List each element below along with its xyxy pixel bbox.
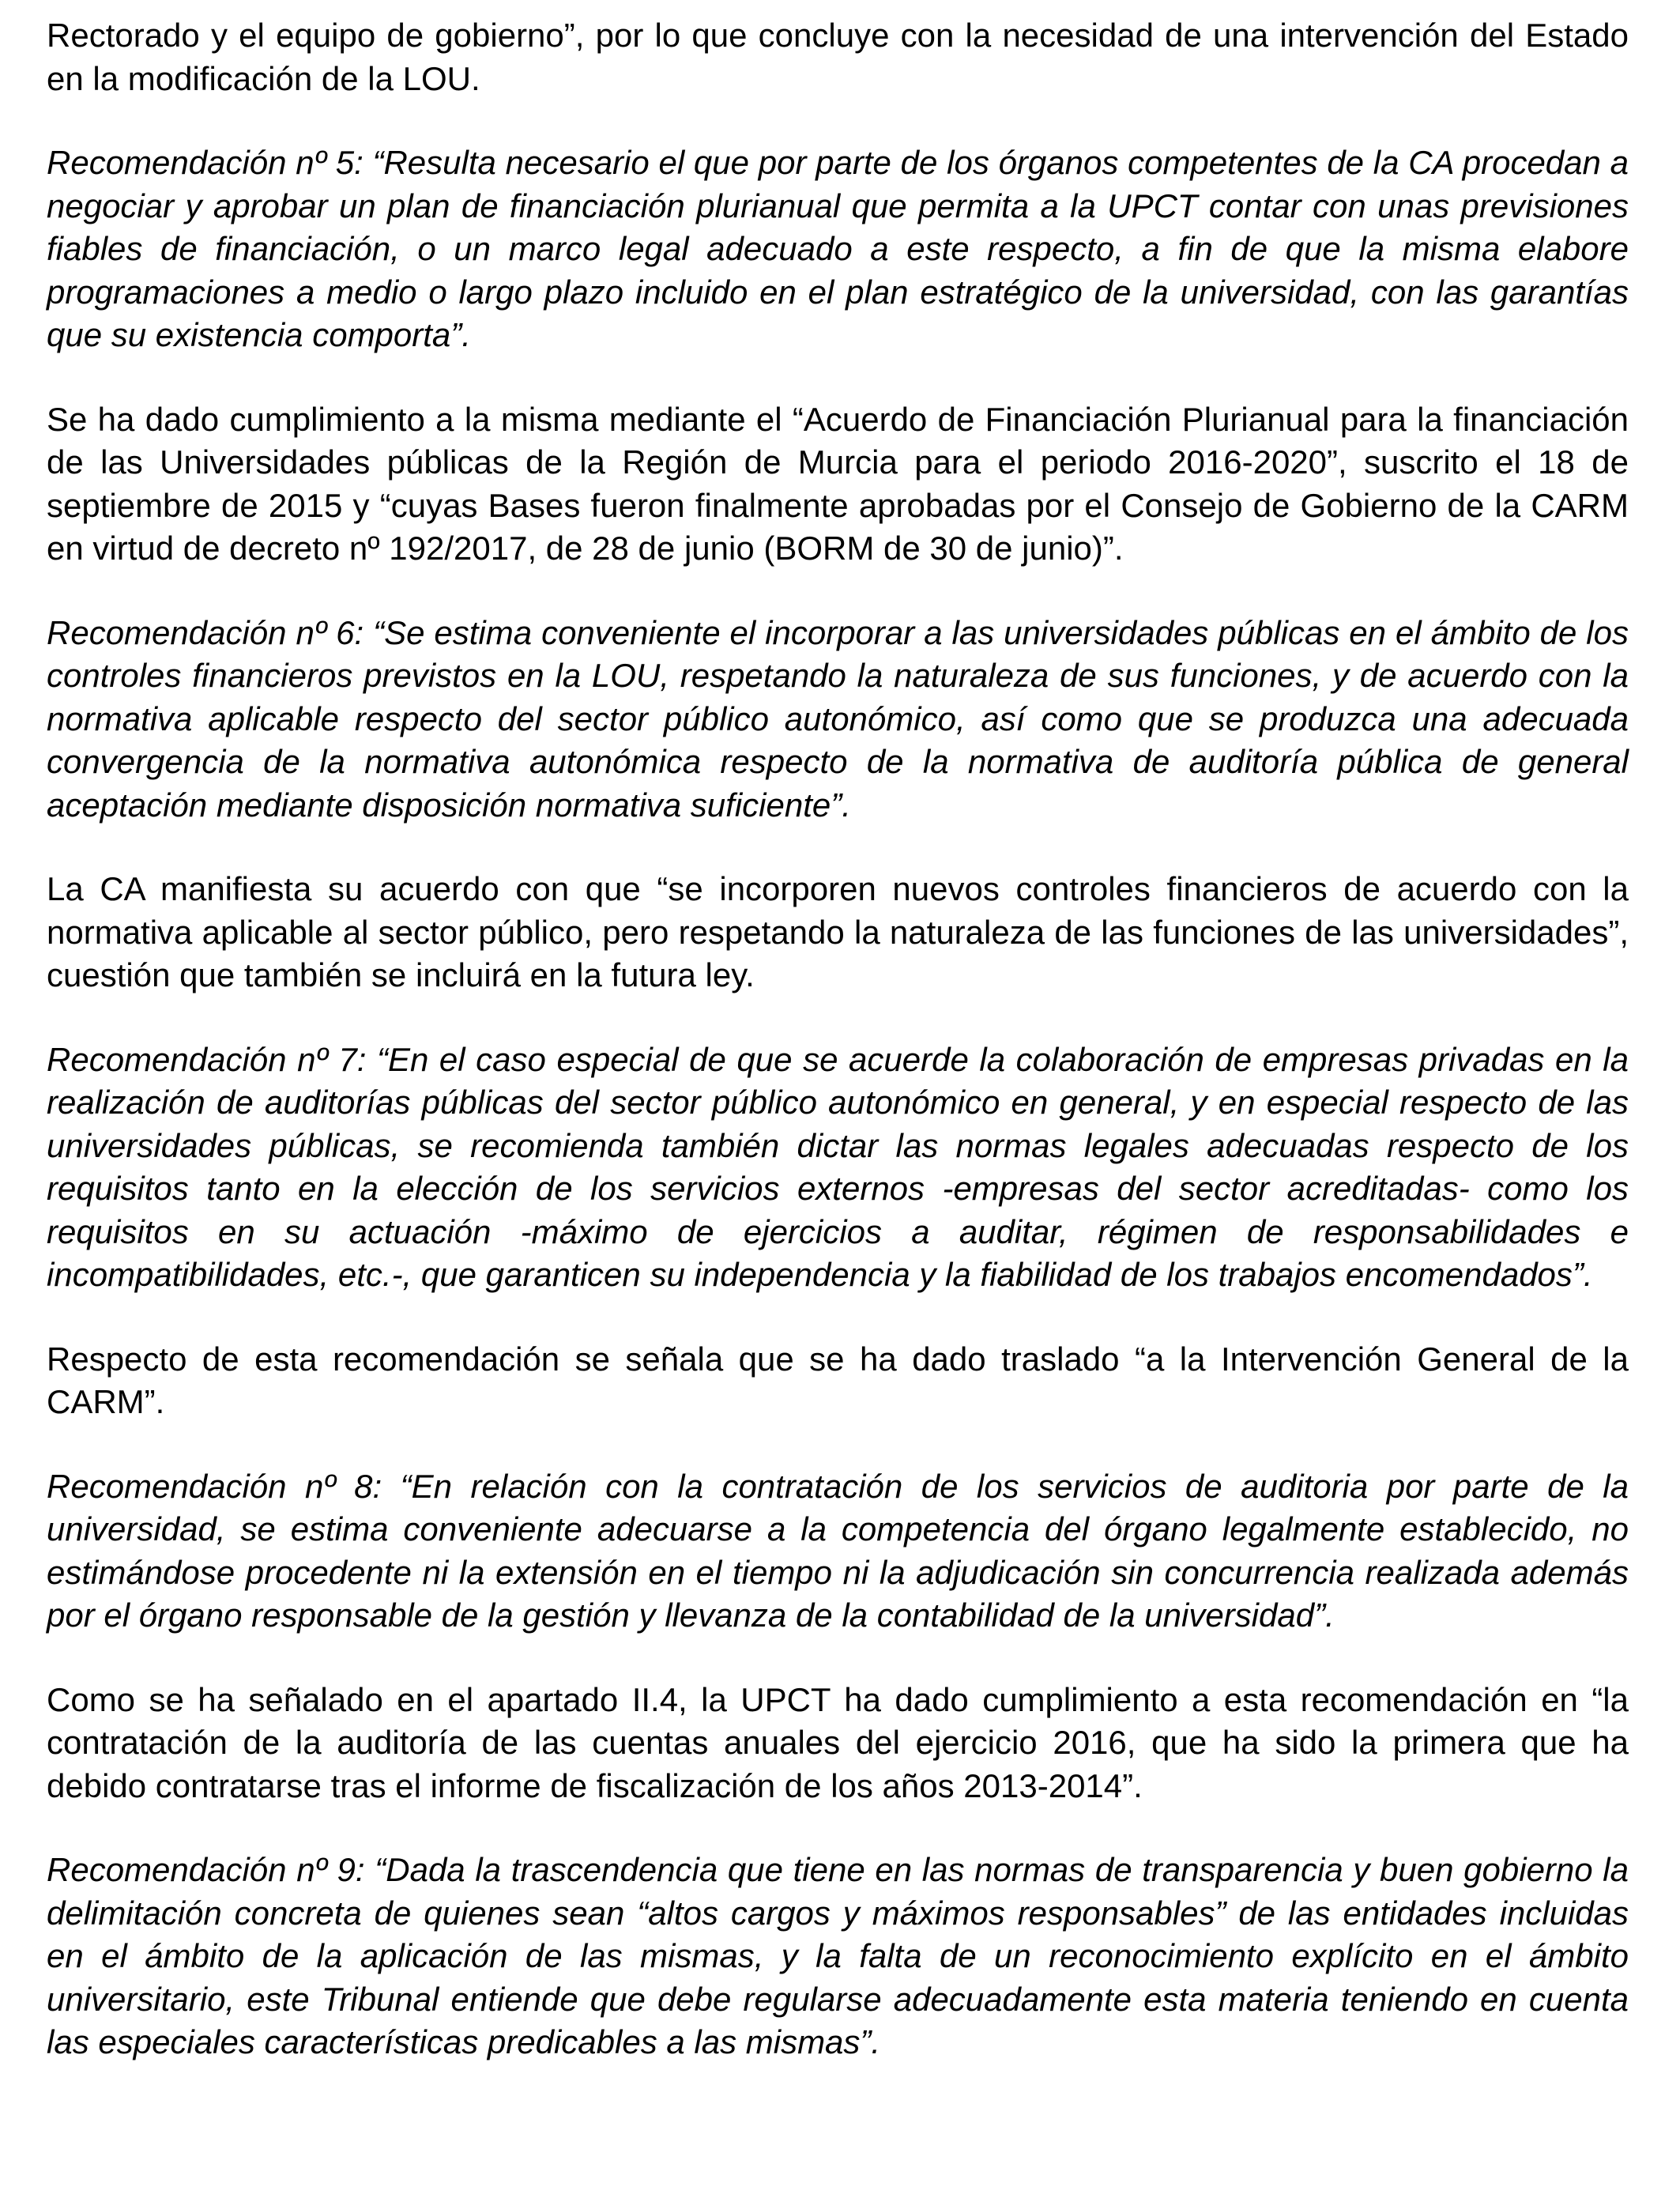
paragraph-compliance-8: Como se ha señalado en el apartado II.4, la UPCT ha dado cumplimiento a esta recomendación en “la contratación de la auditoría de las cuentas anuales del ejercicio 2016, que ha sido la primera que ha debido contratarse tras el informe de fiscalización de los años 2013-2014”. [47,1680,1629,1804]
paragraph-compliance-7: Respecto de esta recomendación se señala que se ha dado traslado “a la Intervención General de la CARM”. [47,1340,1629,1420]
recommendation-9: Recomendación nº 9: “Dada la trascendencia que tiene en las normas de transparencia y buen gobierno la delimitación concreta de quienes sean “altos cargos y máximos responsables” de las entidades incluidas en el ámbito de la aplicación de las mismas, y la falta de un reconocimiento explícito en el ámbito universitario, este Tribunal entiende que debe regularse adecuadamente esta materia teniendo en cuenta las especiales características predicables a las mismas”. [47,1851,1629,2060]
recommendation-8: Recomendación nº 8: “En relación con la contratación de los servicios de auditoria por parte de la universidad, se estima conveniente adecuarse a la competencia del órgano legalmente establecido, no estimándose procedente ni la extensión en el tiempo ni la adjudicación sin concurrencia realizada además por el órgano responsable de la gestión y llevanza de la contabilidad de la universidad”. [47,1467,1629,1634]
recommendation-7: Recomendación nº 7: “En el caso especial de que se acuerde la colaboración de empresas privadas en la realización de auditorías públicas del sector público autonómico en general, y en especial respecto de las universidades públicas, se recomienda también dictar las normas legales adecuadas respecto de los requisitos tanto en la elección de los servicios externos -empresas del sector acreditadas- como los requisitos en su actuación -máximo de ejercicios a auditar, régimen de responsabilidades e incompatibilidades, etc.-, que garanticen su independencia y la fiabilidad de los trabajos encomendados”. [47,1040,1629,1293]
paragraph-compliance-5: Se ha dado cumplimiento a la misma mediante el “Acuerdo de Financiación Plurianual para la financiación de las Universidades públicas de la Región de Murcia para el periodo 2016-2020”, suscrito el 18 de septiembre de 2015 y “cuyas Bases fueron finalmente aprobadas por el Consejo de Gobierno de la CARM en virtud de decreto nº 192/2017, de 28 de junio (BORM de 30 de junio)”. [47,400,1629,567]
recommendation-5: Recomendación nº 5: “Resulta necesario el que por parte de los órganos competentes de la CA procedan a negociar y aprobar un plan de financiación plurianual que permita a la UPCT contar con unas previsiones fiables de financiación, o un marco legal adecuado a este respecto, a fin de que la misma elabore programaciones a medio o largo plazo incluido en el plan estratégico de la universidad, con las garantías que su existencia comporta”. [47,144,1629,353]
paragraph-rectorado: Rectorado y el equipo de gobierno”, por lo que concluye con la necesidad de una intervención del Estado en la modificación de la LOU. [47,17,1629,97]
recommendation-6: Recomendación nº 6: “Se estima conveniente el incorporar a las universidades públicas en el ámbito de los controles financieros previstos en la LOU, respetando la naturaleza de sus funciones, y de acuerdo con la normativa aplicable respecto del sector público autonómico, así como que se produzca una adecuada convergencia de la normativa autonómica respecto de la normativa de auditoría pública de general aceptación mediante disposición normativa suficiente”. [47,613,1629,824]
paragraph-compliance-6: La CA manifiesta su acuerdo con que “se incorporen nuevos controles financieros de acuerdo con la normativa aplicable al sector público, pero respetando la naturaleza de las funciones de las universidades”, cuestión que también se incluirá en la futura ley. [47,870,1629,993]
document-page [47,14,1629,2105]
